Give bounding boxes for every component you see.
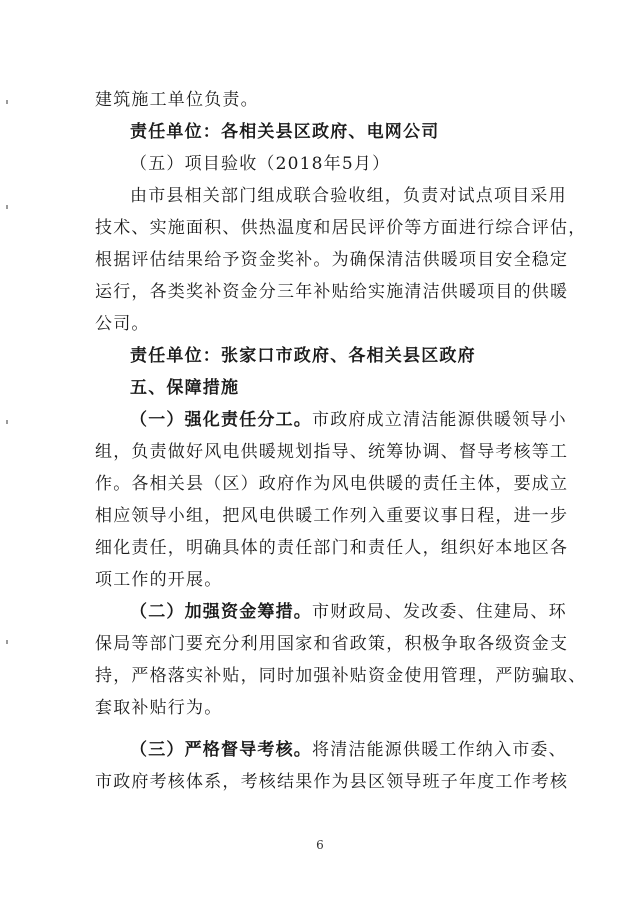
scan-mark: [6, 420, 8, 424]
measure-text: 将清洁能源供暖工作纳入市委、: [312, 740, 567, 760]
paragraph-line: 市政府考核体系，考核结果作为县区领导班子年度工作考核: [95, 772, 569, 792]
paragraph-line: 相应领导小组，把风电供暖工作列入重要议事日程，进一步: [95, 506, 569, 526]
page-number: 6: [316, 838, 324, 852]
measure-text: 市政府成立清洁能源供暖领导小: [312, 410, 567, 430]
measure-title: （二）加强资金筹措。: [130, 602, 312, 622]
responsible-unit-label: 责任单位：: [130, 122, 221, 142]
paragraph-line: 根据评估结果给予资金奖补。为确保清洁供暖项目安全稳定: [95, 250, 569, 270]
measure-title: （一）强化责任分工。: [130, 410, 312, 430]
section-heading: （五）项目验收（2018年5月）: [130, 154, 391, 174]
responsible-unit-line: [130, 346, 476, 366]
scan-mark: [6, 100, 8, 104]
paragraph-line: 组，负责做好风电供暖规划指导、统筹协调、督导考核等工: [95, 442, 569, 462]
paragraph-line: 建筑施工单位负责。: [95, 90, 259, 110]
responsible-unit-value: 各相关县区政府、电网公司: [221, 122, 440, 142]
paragraph-line: 作。各相关县（区）政府作为风电供暖的责任主体，要成立: [95, 474, 569, 494]
paragraph-line: 套取补贴行为。: [95, 698, 223, 718]
chapter-heading: 五、保障措施: [130, 378, 240, 398]
paragraph-line: 细化责任，明确具体的责任部门和责任人，组织好本地区各: [95, 538, 569, 558]
paragraph-line: [130, 740, 567, 760]
responsible-unit-value: 张家口市政府、各相关县区政府: [221, 346, 476, 366]
paragraph-line: 保局等部门要充分利用国家和省政策，积极争取各级资金支: [95, 634, 569, 654]
paragraph-line: [130, 602, 567, 622]
responsible-unit-line: [130, 122, 439, 142]
paragraph-line: 持，严格落实补贴，同时加强补贴资金使用管理，严防骗取、: [95, 666, 587, 686]
paragraph-line: [130, 410, 567, 430]
measure-title: （三）严格督导考核。: [130, 740, 312, 760]
responsible-unit-label: 责任单位：: [130, 346, 221, 366]
paragraph-line: 技术、实施面积、供热温度和居民评价等方面进行综合评估，: [95, 218, 587, 238]
paragraph-line: 运行，各类奖补资金分三年补贴给实施清洁供暖项目的供暖: [95, 282, 569, 302]
paragraph-line: 由市县相关部门组成联合验收组，负责对试点项目采用: [130, 186, 567, 206]
scan-mark: [6, 640, 8, 644]
scan-mark: [6, 205, 8, 209]
measure-text: 市财政局、发改委、住建局、环: [312, 602, 567, 622]
paragraph-line: 项工作的开展。: [95, 570, 223, 590]
paragraph-line: 公司。: [95, 314, 150, 334]
